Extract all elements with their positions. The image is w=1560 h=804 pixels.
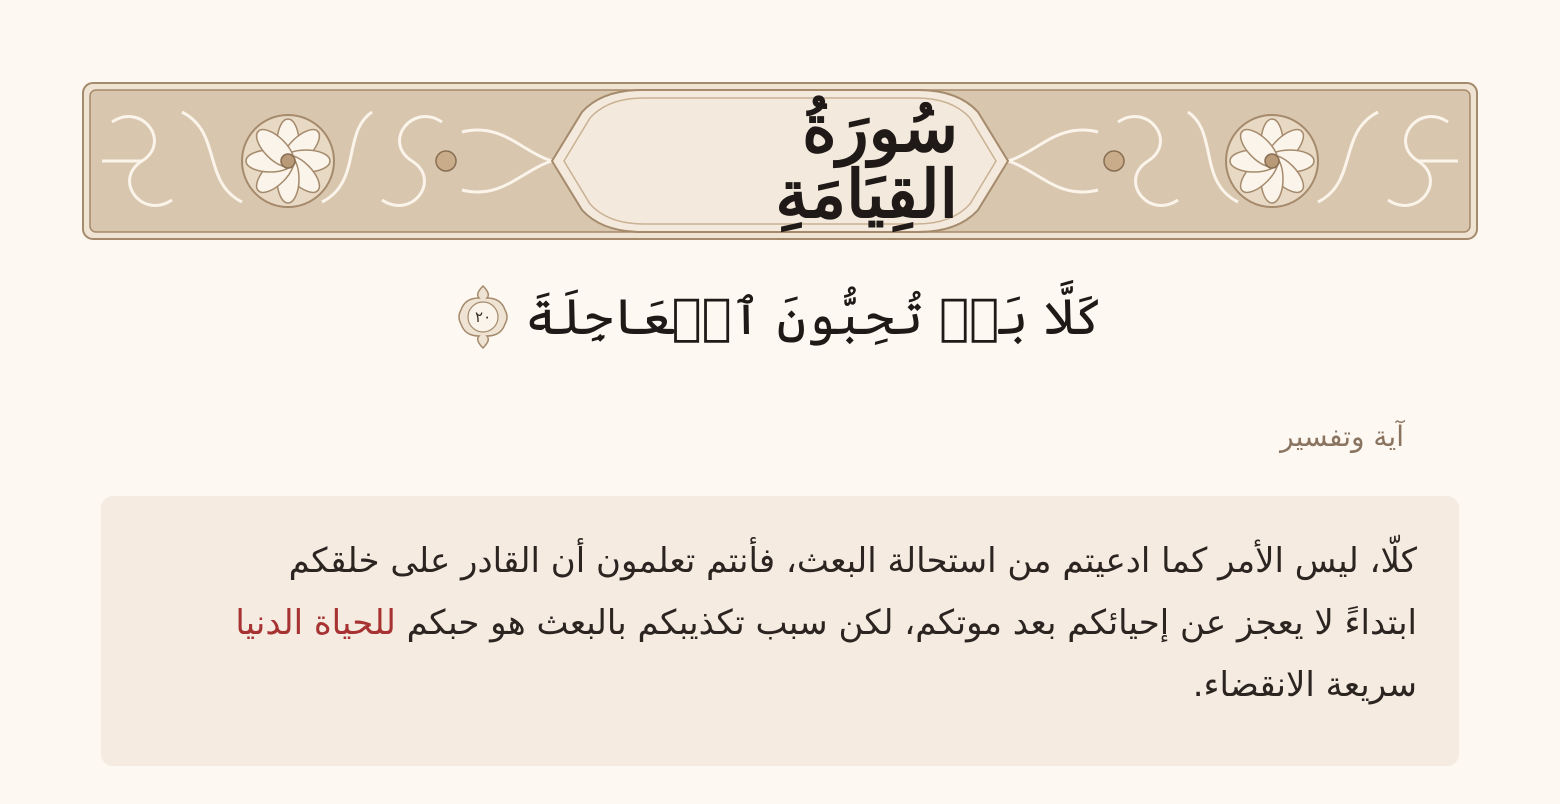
ayah-text[interactable]: كَلَّا بَلۡ تُحِبُّونَ ٱلۡعَاجِلَةَ — [525, 288, 1103, 346]
surah-header-banner — [82, 82, 1478, 240]
right-flower-icon — [1226, 115, 1318, 207]
tafsir-card — [101, 496, 1459, 766]
ayah-number-marker — [457, 284, 509, 350]
tafsir-highlight: للحياة الدنيا — [235, 603, 396, 643]
ayah-line — [0, 262, 1560, 372]
tafsir-text-before: كلّا، ليس الأمر كما ادعيتم من استحالة البعث، فأنتم تعلمون أن القادر على خلقكم ابتداءً لا يعجز عن إحيائكم بعد موتكم، لكن سبب تكذيبكم بالبعث هو حبكم — [288, 541, 1417, 643]
left-flower-icon — [242, 115, 334, 207]
ayah-number: ٢٠ — [475, 308, 492, 326]
surah-title: سُورَةُ القِيَامَةِ — [775, 89, 958, 233]
tafsir-text-after: سريعة الانقضاء. — [1192, 665, 1417, 705]
tafsir-text[interactable] — [211, 530, 1417, 716]
section-label: آية وتفسير — [1280, 420, 1404, 453]
